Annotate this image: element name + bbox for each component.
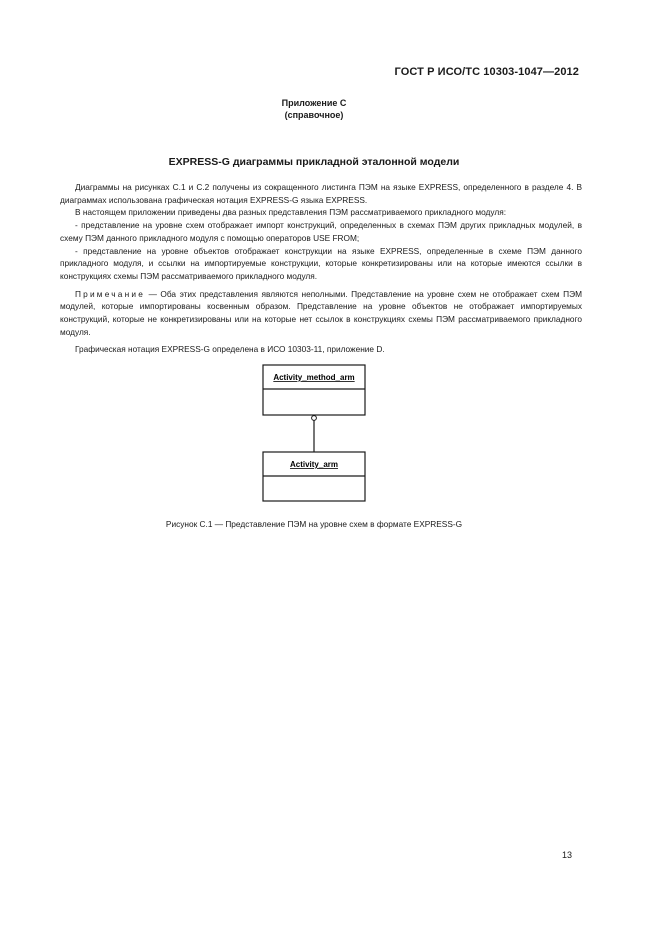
section-title: EXPRESS-G диаграммы прикладной эталонной модели	[168, 156, 460, 168]
schema-box-activity-method-arm	[263, 365, 365, 415]
paragraph-4: - представление на уровне объектов отображает конструкции на языке EXPRESS, определенные в схеме ПЭМ данного прикладного модуля, и ссылки на импортируемые конструкции, которые конкретизированы или на которые имеются ссылки в конструкциях схемы ПЭМ рассматриваемого прикладного модуля.	[60, 245, 582, 281]
appendix-label: Приложение С	[281, 98, 347, 108]
express-g-diagram	[262, 364, 368, 504]
body-text	[60, 181, 582, 356]
paragraph-1: Диаграммы на рисунках С.1 и С.2 получены из сокращенного листинга ПЭМ на языке EXPRESS, определенного в разделе 4. В диаграммах использована графическая нотация EXPRESS-G языка EXPRESS.	[60, 182, 582, 205]
paragraph-2: В настоящем приложении приведены два разных представления ПЭМ рассматриваемого прикладного модуля:	[75, 207, 506, 218]
document-header: ГОСТ Р ИСО/ТС 10303-1047—2012	[394, 66, 579, 78]
schema-label-activity-arm: Activity_arm	[289, 460, 339, 469]
note-label: Примечание	[75, 288, 146, 299]
schema-box-activity-arm	[263, 452, 365, 501]
page-number: 13	[561, 850, 572, 860]
note-paragraph	[60, 288, 582, 339]
figure-caption: Рисунок С.1 — Представление ПЭМ на уровне схем в формате EXPRESS-G	[165, 519, 463, 529]
appendix-type: (справочное)	[284, 109, 344, 120]
note-text: — Оба этих представления являются неполными. Представление на уровне схем не отображает схем ПЭМ модулей, которые импортированы косвенным образом. Представление на уровне объектов не отображает импортируемых конструкций, которые не конкретизированы или на которые нет ссылок в конструкциях схемы ПЭМ рассматриваемого прикладного модуля.	[60, 288, 582, 337]
paragraph-3: - представление на уровне схем отображает импорт конструкций, определенных в схемах ПЭМ других прикладных модулей, в схему ПЭМ данного прикладного модуля с помощью операторов USE FROM;	[60, 220, 582, 243]
paragraph-5: Графическая нотация EXPRESS-G определена в ИСО 10303-11, приложение D.	[75, 344, 385, 355]
relation-end-circle	[312, 416, 317, 421]
schema-label-activity-method-arm: Activity_method_arm	[273, 373, 355, 382]
appendix-heading	[0, 98, 628, 121]
